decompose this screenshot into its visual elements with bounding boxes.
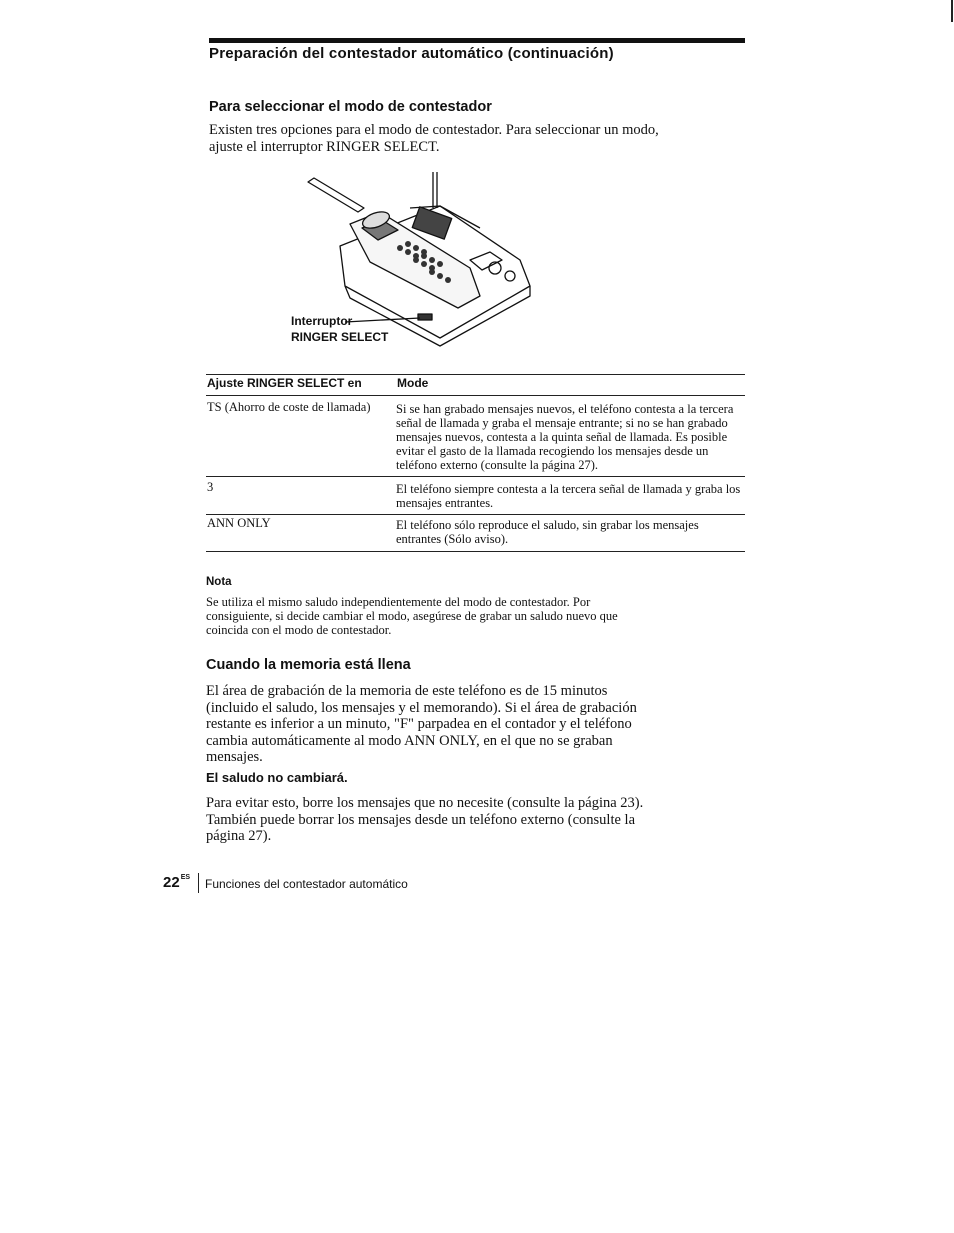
table-cell-mode-3: El teléfono siempre contesta a la tercera señal de llamada y graba los mensajes entrantes. — [396, 482, 741, 510]
table-cell-setting-3: 3 — [207, 480, 214, 494]
figure-label-ringer-select: RINGER SELECT — [291, 330, 389, 344]
page-edge-mark — [951, 0, 953, 22]
page-number-suffix: ES — [180, 874, 191, 881]
table-bottom-rule — [206, 551, 745, 552]
table-header-setting: Ajuste RINGER SELECT en — [207, 376, 362, 390]
table-top-rule — [206, 374, 745, 375]
table-header-rule — [206, 395, 745, 396]
figure-label-switch: Interruptor — [291, 314, 353, 328]
section-intro-text: Existen tres opciones para el modo de contestador. Para seleccionar un modo, ajuste el interruptor RINGER SELECT. — [209, 122, 659, 155]
table-row-rule — [206, 514, 745, 515]
table-cell-mode-ts: Si se han grabado mensajes nuevos, el teléfono contesta a la tercera señal de llamada y graba el mensaje entrante; si no se han grabado mensajes nuevos, contesta a la quinta señal de llamada. Es posible evitar el gasto de la llamada recogiendo los mensajes desde un teléfono externo (consulte la página 27). — [396, 402, 734, 472]
section-heading-mode: Para seleccionar el modo de contestador — [209, 99, 492, 115]
header-rule — [209, 38, 745, 43]
note-text: Se utiliza el mismo saludo independientemente del modo de contestador. Por consiguiente, si decide cambiar el modo, asegúrese de grabar un saludo nuevo que coincida con el modo de contestador. — [206, 595, 618, 637]
section-memory-text: El área de grabación de la memoria de este teléfono es de 15 minutos (incluido el saludo, los mensajes y el memorando). Si el área de grabación restante es inferior a un minuto, "F" parpadea en el contador y el teléfono cambia automáticamente al modo ANN ONLY, en el que no se graban mensajes. — [206, 683, 637, 765]
table-cell-setting-ts: TS (Ahorro de coste de llamada) — [207, 400, 371, 414]
table-row-rule — [206, 476, 745, 477]
section-subheading-greeting: El saludo no cambiará. — [206, 770, 348, 785]
table-cell-setting-ann-only: ANN ONLY — [207, 516, 271, 530]
note-heading: Nota — [206, 576, 232, 588]
section-heading-memory: Cuando la memoria está llena — [206, 657, 411, 673]
table-cell-mode-ann-only: El teléfono sólo reproduce el saludo, sin grabar los mensajes entrantes (Sólo aviso). — [396, 518, 699, 546]
table-header-mode: Mode — [397, 376, 429, 390]
footer-separator — [198, 873, 199, 893]
section-greeting-text: Para evitar esto, borre los mensajes que no necesite (consulte la página 23). También puede borrar los mensajes desde un teléfono externo (consulte la página 27). — [206, 795, 644, 844]
page-number: $22^{ES}$ — [163, 874, 191, 891]
footer-section-title: Funciones del contestador automático — [205, 877, 408, 891]
page-header-title: Preparación del contestador automático (continuación) — [209, 45, 614, 62]
